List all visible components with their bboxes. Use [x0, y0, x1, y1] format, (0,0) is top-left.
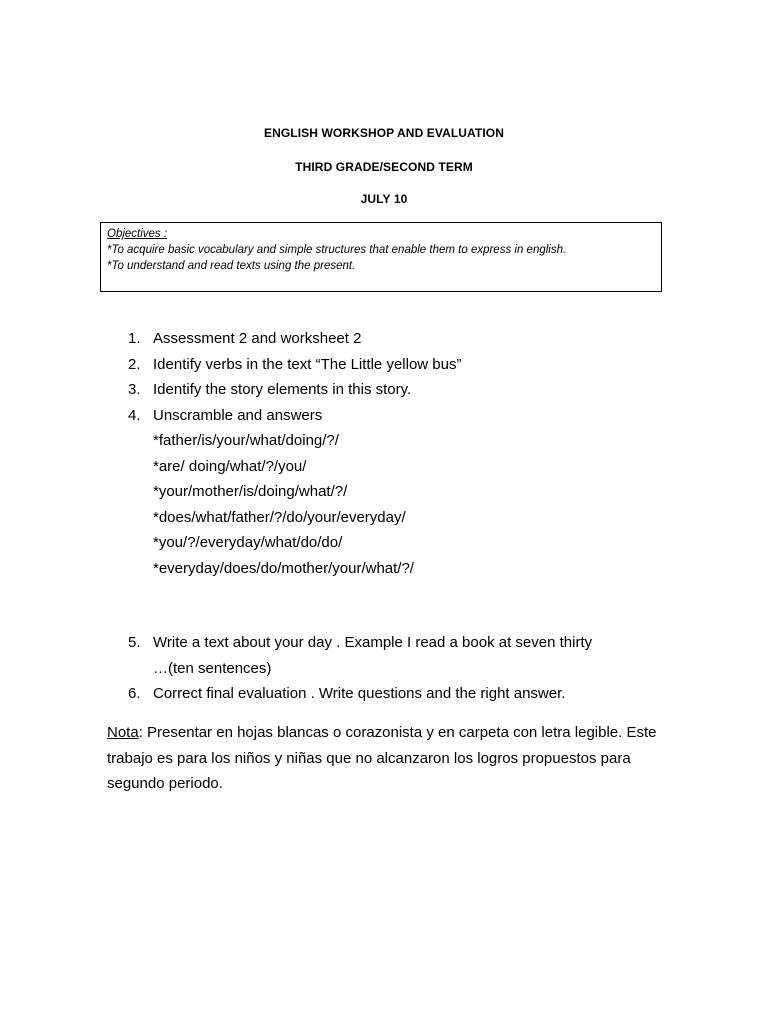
item-continuation: …(ten sentences) [153, 659, 272, 677]
unscramble-item: *are/ doing/what/?/you/ [153, 457, 307, 475]
unscramble-item: *father/is/your/what/doing/?/ [153, 432, 339, 449]
item-text: Identify verbs in the text “The Little yellow bus” [153, 355, 462, 373]
unscramble-item: *you/?/everyday/what/do/do/ [153, 534, 343, 551]
list-item [128, 403, 461, 429]
list-item [128, 352, 461, 378]
note-label: Nota [107, 724, 139, 741]
item-text: Identify the story elements in this story. [153, 381, 412, 398]
list-item [128, 681, 592, 707]
item-number: 3. [128, 381, 141, 398]
objectives-box [100, 222, 662, 292]
item-text: Assessment 2 and worksheet 2 [153, 330, 362, 347]
item-number: 4. [128, 406, 141, 424]
grade-term: THIRD GRADE/SECOND TERM [295, 160, 473, 174]
unscramble-item: *everyday/does/do/mother/your/what/?/ [153, 559, 414, 577]
note-paragraph [107, 720, 677, 797]
unscramble-item: *your/mother/is/doing/what/?/ [153, 483, 348, 500]
item-text: Unscramble and answers [153, 406, 323, 424]
objectives-title: Objectives : [107, 228, 168, 240]
item-number: 6. [128, 685, 141, 702]
item-number: 1. [128, 330, 141, 347]
item-number: 2. [128, 355, 141, 373]
unscramble-item: *does/what/father/?/do/your/everyday/ [153, 508, 406, 526]
objective-line: *To understand and read texts using the present. [107, 260, 356, 272]
note-text: : Presentar en hojas blancas o corazonista y en carpeta con letra legible. Este trabajo es para los niños y niñas que no alcanzaron los logros propuestos para segundo periodo. [107, 724, 657, 792]
item-number: 5. [128, 634, 141, 651]
list-item [128, 326, 461, 352]
item-text: Write a text about your day . Example I read a book at seven thirty [153, 634, 593, 651]
task-list [128, 326, 461, 581]
item-text: Correct final evaluation . Write questions and the right answer. [153, 685, 566, 702]
task-list-continued [128, 630, 592, 707]
list-item [128, 630, 592, 656]
document-date: JULY 10 [360, 192, 408, 206]
list-item [128, 377, 461, 403]
document-title: ENGLISH WORKSHOP AND EVALUATION [264, 126, 504, 140]
objective-line: *To acquire basic vocabulary and simple structures that enable them to express in english. [107, 244, 567, 256]
